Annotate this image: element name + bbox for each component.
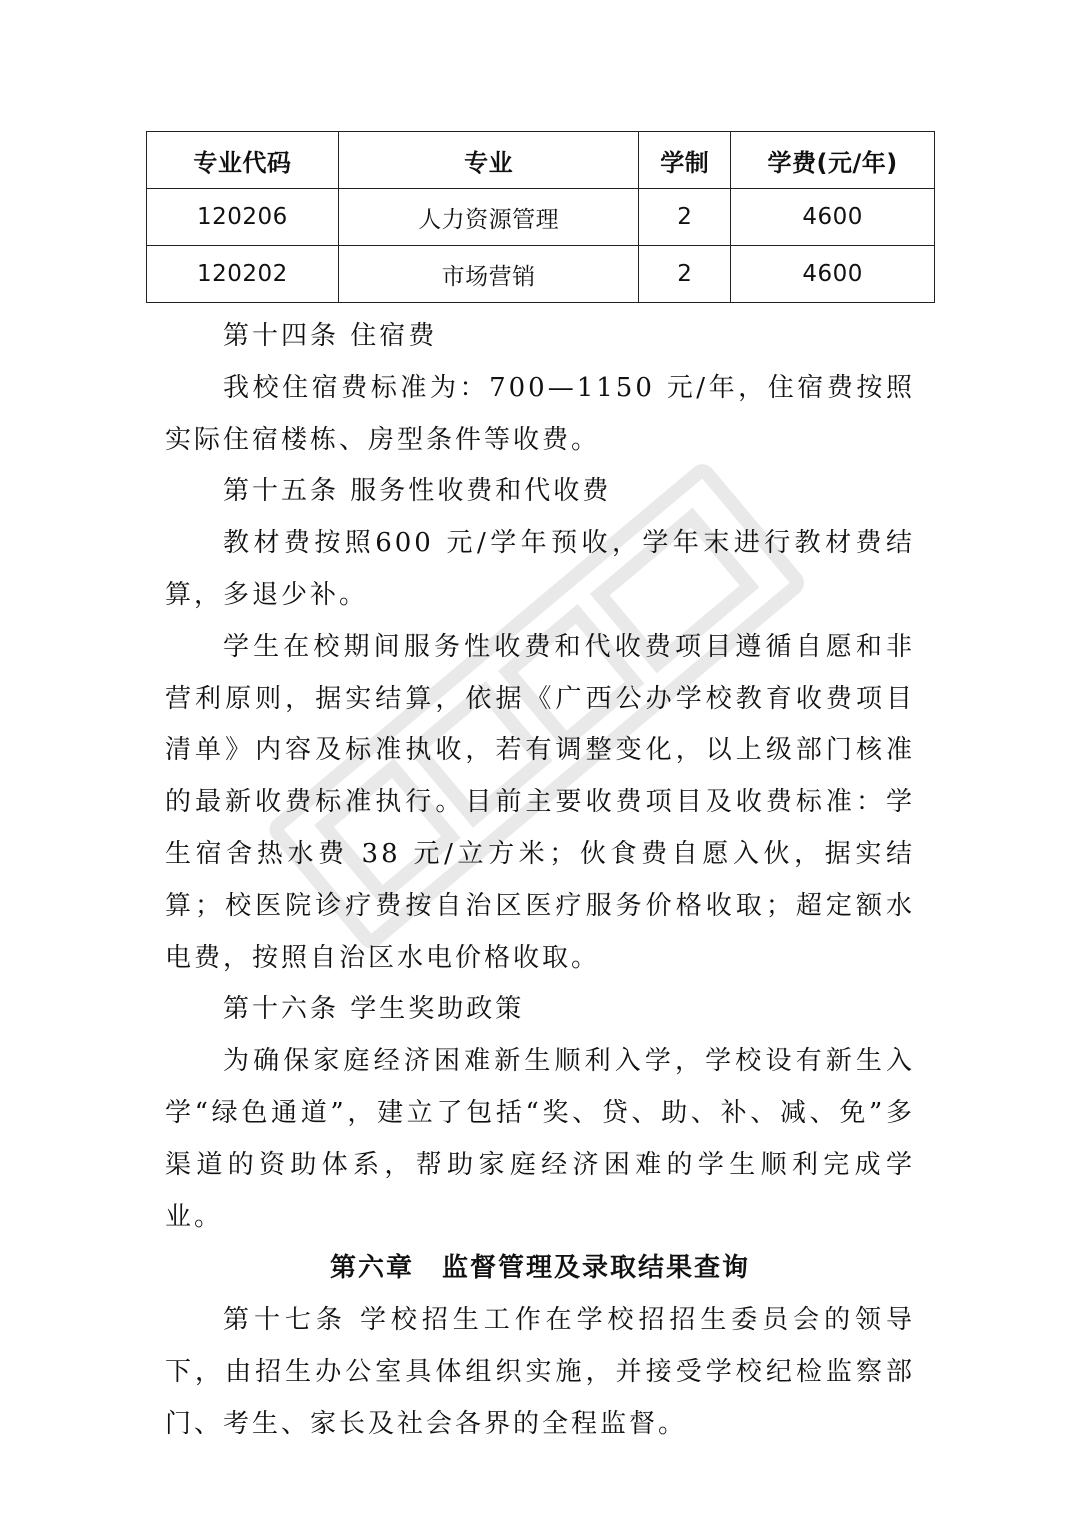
header-duration: 学制 (639, 132, 731, 189)
article-17-text: 第十七条 学校招生工作在学校招招生委员会的领导下，由招生办公室具体组织实施，并接受学校纪检监察部门、考生、家长及社会各界的全程监督。 (165, 1305, 915, 1439)
article-14-title: 第十四条 住宿费 (223, 321, 438, 351)
article-15-title: 第十五条 服务性收费和代收费 (223, 476, 612, 507)
cell-duration: 2 (639, 189, 731, 246)
cell-major: 人力资源管理 (338, 189, 639, 246)
body-text (165, 311, 915, 1451)
cell-tuition: 4600 (731, 189, 935, 246)
cell-tuition: 4600 (731, 246, 935, 303)
cell-duration: 2 (639, 246, 731, 303)
article-16-title: 第十六条 学生奖助政策 (223, 994, 525, 1025)
table-row (147, 246, 935, 303)
chapter-six-heading: 第六章 监督管理及录取结果查询 (329, 1253, 750, 1284)
tuition-table (146, 131, 935, 303)
header-major-code: 专业代码 (147, 132, 339, 189)
cell-major-code: 120202 (147, 246, 339, 303)
article-16-text: 为确保家庭经济困难新生顺利入学，学校设有新生入学“绿色通道”，建立了包括“奖、贷、助、补、减、免”多渠道的资助体系，帮助家庭经济困难的学生顺利完成学业。 (165, 1046, 915, 1232)
cell-major-code: 120206 (147, 189, 339, 246)
cell-major: 市场营销 (338, 246, 639, 303)
header-tuition: 学费(元/年) (731, 132, 935, 189)
header-major: 专业 (338, 132, 639, 189)
table-row (147, 189, 935, 246)
article-14-text: 我校住宿费标准为：700—1150 元/年，住宿费按照实际住宿楼栋、房型条件等收费。 (165, 372, 915, 455)
article-15-text-textbook: 教材费按照600 元/学年预收，学年末进行教材费结算，多退少补。 (165, 528, 915, 610)
article-15-text-services: 学生在校期间服务性收费和代收费项目遵循自愿和非营利原则，据实结算，依据《广西公办学校教育收费项目清单》内容及标准执收，若有调整变化，以上级部门核准的最新收费标准执行。目前主要收费项目及收费标准：学生宿舍热水费 38 元/立方米；伙食费自愿入伙，据实结算；校医院诊疗费按自治区医疗服务价格收取；超定额水电费，按照自治区水电价格收取。 (165, 631, 915, 973)
table-header-row (147, 132, 935, 189)
